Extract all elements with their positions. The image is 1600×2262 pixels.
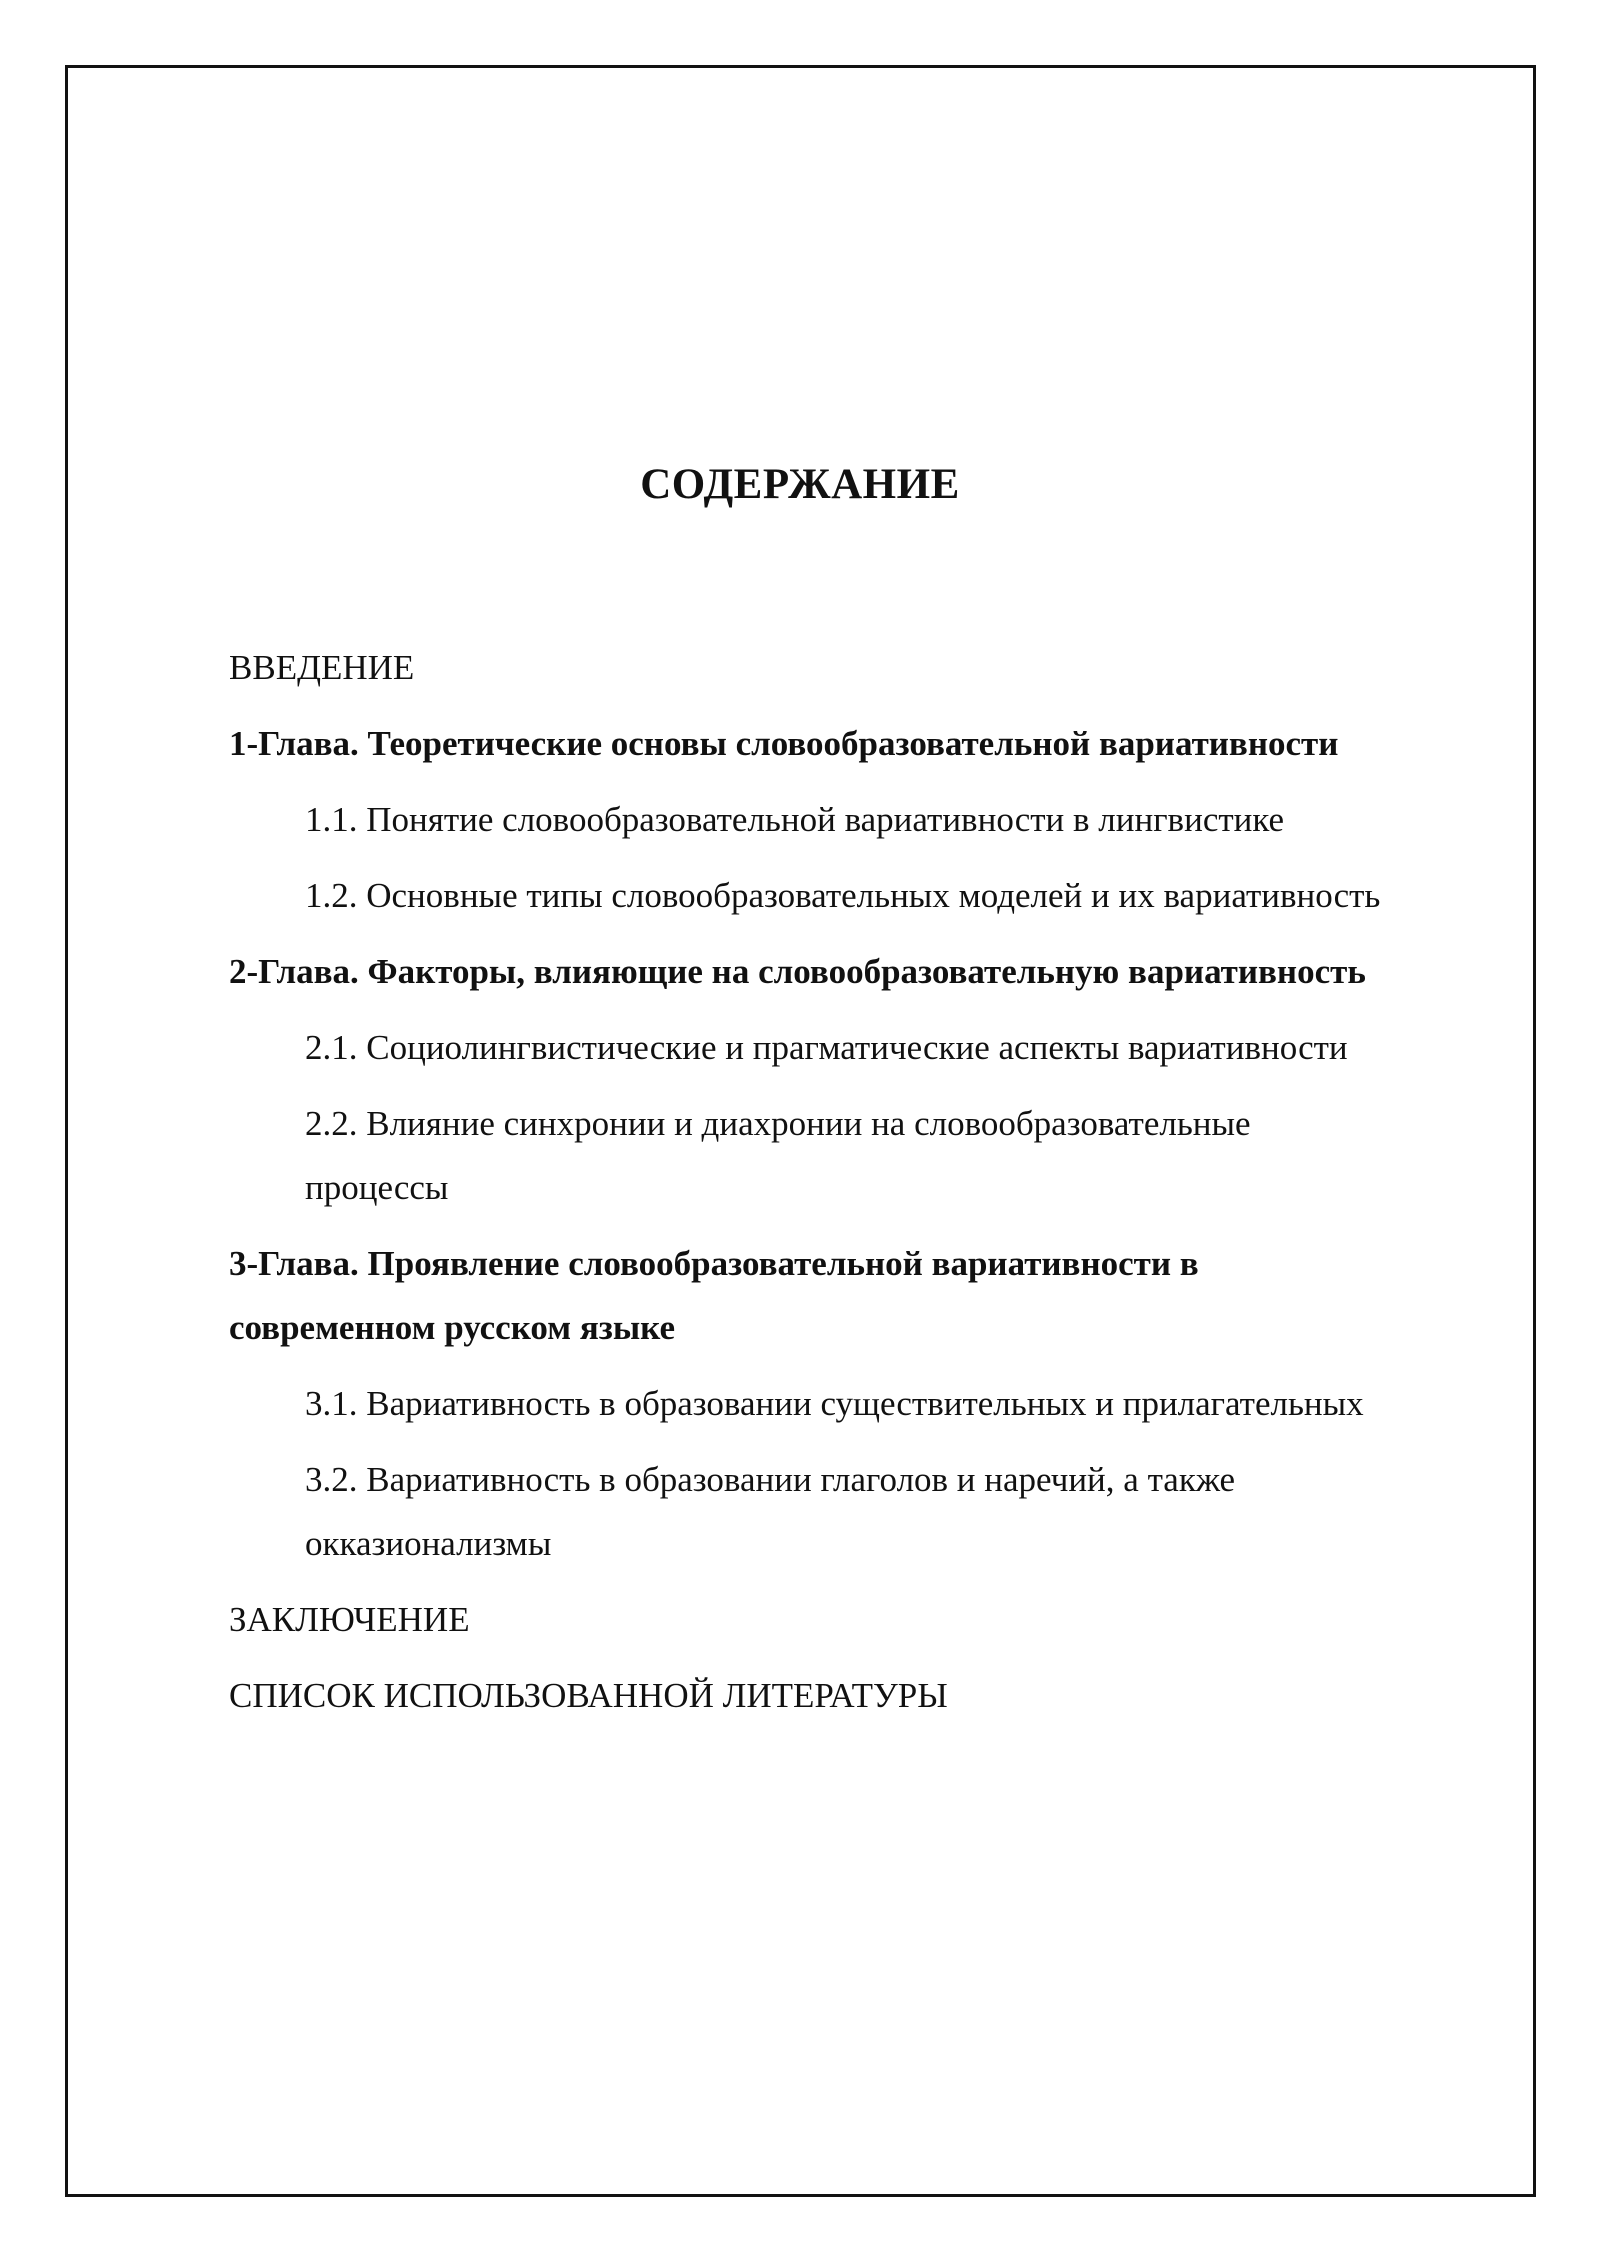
table-of-contents [229, 636, 1489, 1740]
toc-section-1-2[interactable]: 1.2. Основные типы словообразовательных моделей и их вариативность [305, 876, 1381, 915]
toc-section-3-1[interactable]: 3.1. Вариативность в образовании существительных и прилагательных [305, 1384, 1364, 1423]
toc-section-3-2[interactable]: 3.2. Вариативность в образовании глаголов и наречий, а также окказионализмы [305, 1460, 1236, 1563]
toc-item-introduction[interactable]: ВВЕДЕНИЕ [229, 648, 415, 687]
toc-item-conclusion[interactable]: ЗАКЛЮЧЕНИЕ [229, 1600, 470, 1639]
toc-section-1-1[interactable]: 1.1. Понятие словообразовательной вариативности в лингвистике [305, 800, 1285, 839]
toc-chapter-2[interactable]: 2-Глава. Факторы, влияющие на словообразовательную вариативность [229, 952, 1366, 991]
toc-title: СОДЕРЖАНИЕ [640, 461, 960, 508]
toc-chapter-3[interactable]: 3-Глава. Проявление словообразовательной вариативности в современном русском языке [229, 1244, 1199, 1347]
toc-section-2-2[interactable]: 2.2. Влияние синхронии и диахронии на словообразовательные процессы [305, 1104, 1251, 1207]
toc-item-bibliography[interactable]: СПИСОК ИСПОЛЬЗОВАННОЙ ЛИТЕРАТУРЫ [229, 1676, 948, 1715]
toc-chapter-1[interactable]: 1-Глава. Теоретические основы словообразовательной вариативности [229, 724, 1339, 763]
toc-section-2-1[interactable]: 2.1. Социолингвистические и прагматические аспекты вариативности [305, 1028, 1348, 1067]
